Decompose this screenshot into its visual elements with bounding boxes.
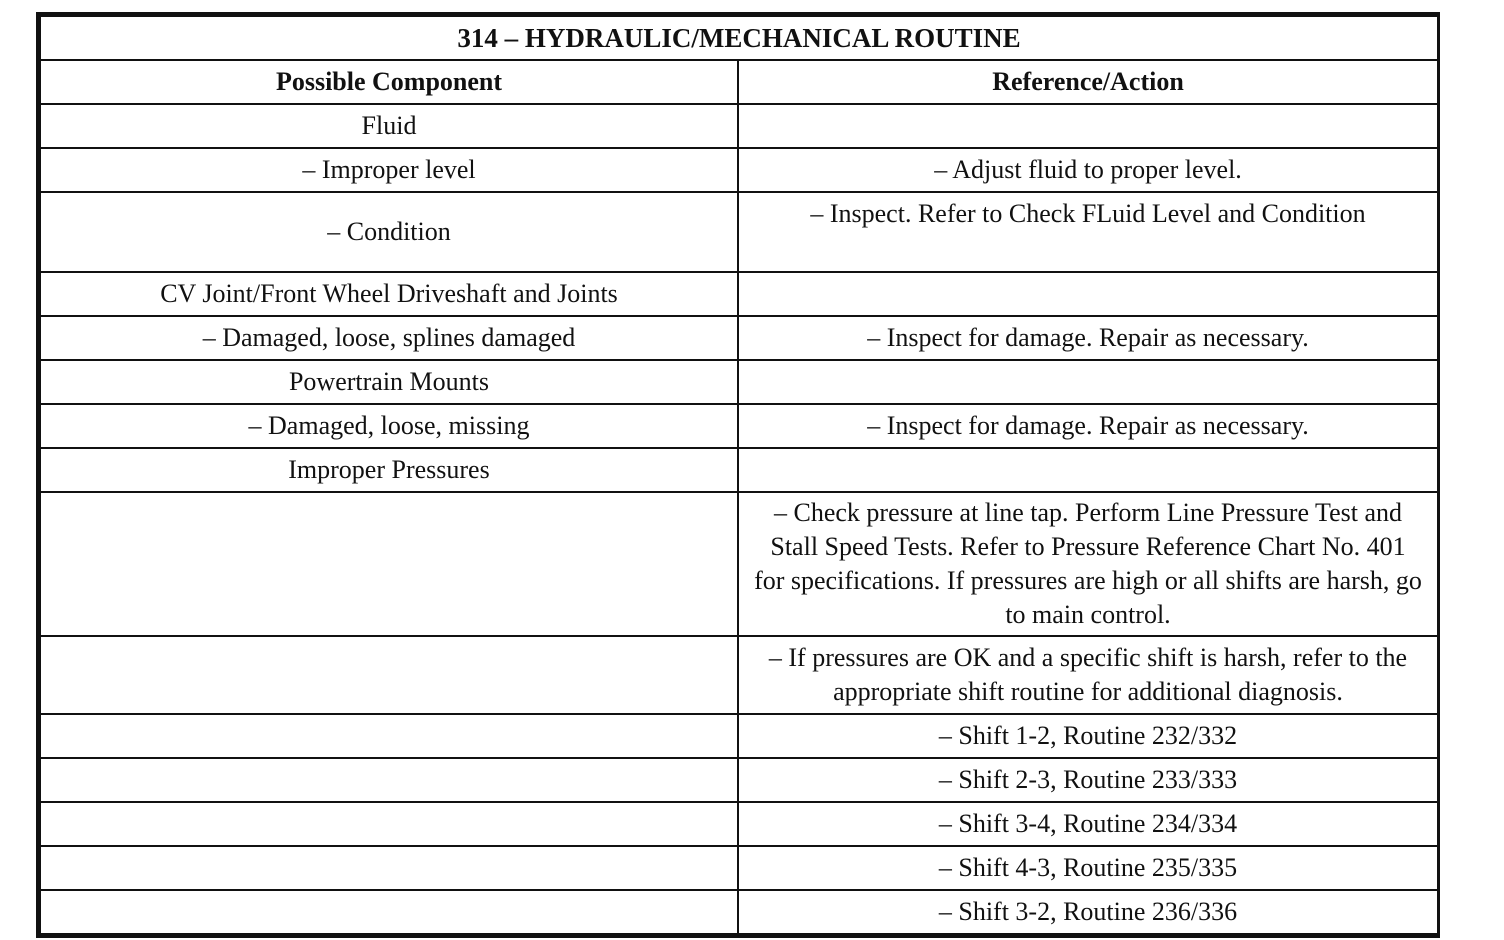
table-row	[40, 404, 1438, 448]
routine-table-container	[36, 12, 1440, 938]
component-cell	[40, 846, 738, 890]
table-title-row	[40, 16, 1438, 60]
table-title: 314 – HYDRAULIC/MECHANICAL ROUTINE	[40, 16, 1438, 60]
table-row	[40, 272, 1438, 316]
table-row	[40, 360, 1438, 404]
component-cell: – Improper level	[40, 148, 738, 192]
table-row	[40, 802, 1438, 846]
table-row	[40, 192, 1438, 272]
table-row	[40, 890, 1438, 934]
table-row	[40, 758, 1438, 802]
component-cell: Improper Pressures	[40, 448, 738, 492]
table-row	[40, 636, 1438, 714]
action-cell: – Inspect for damage. Repair as necessary.	[738, 316, 1438, 360]
action-cell: – Inspect. Refer to Check FLuid Level and Condition	[738, 192, 1438, 272]
table-row	[40, 148, 1438, 192]
component-cell	[40, 802, 738, 846]
action-cell	[738, 448, 1438, 492]
table-header-row	[40, 60, 1438, 104]
component-cell: CV Joint/Front Wheel Driveshaft and Joints	[40, 272, 738, 316]
action-cell: – Shift 4-3, Routine 235/335	[738, 846, 1438, 890]
table-row	[40, 492, 1438, 636]
action-cell	[738, 360, 1438, 404]
table-row	[40, 104, 1438, 148]
column-header-component: Possible Component	[40, 60, 738, 104]
table-row	[40, 846, 1438, 890]
component-cell	[40, 636, 738, 714]
component-cell: – Damaged, loose, splines damaged	[40, 316, 738, 360]
action-cell: – Shift 3-2, Routine 236/336	[738, 890, 1438, 934]
column-header-action: Reference/Action	[738, 60, 1438, 104]
routine-table	[39, 15, 1439, 935]
action-cell: – If pressures are OK and a specific shift is harsh, refer to the appropriate shift routine for additional diagnosis.	[738, 636, 1438, 714]
component-cell: Powertrain Mounts	[40, 360, 738, 404]
component-cell: – Damaged, loose, missing	[40, 404, 738, 448]
component-cell	[40, 890, 738, 934]
component-cell	[40, 492, 738, 636]
action-cell: – Shift 2-3, Routine 233/333	[738, 758, 1438, 802]
component-cell	[40, 758, 738, 802]
component-cell: Fluid	[40, 104, 738, 148]
component-cell: – Condition	[40, 192, 738, 272]
table-row	[40, 714, 1438, 758]
table-row	[40, 448, 1438, 492]
action-cell	[738, 272, 1438, 316]
table-row	[40, 316, 1438, 360]
action-cell: – Shift 3-4, Routine 234/334	[738, 802, 1438, 846]
component-cell	[40, 714, 738, 758]
action-cell: – Shift 1-2, Routine 232/332	[738, 714, 1438, 758]
action-cell	[738, 104, 1438, 148]
action-cell: – Inspect for damage. Repair as necessary.	[738, 404, 1438, 448]
action-cell: – Adjust fluid to proper level.	[738, 148, 1438, 192]
action-cell: – Check pressure at line tap. Perform Line Pressure Test and Stall Speed Tests. Refer to Pressure Reference Chart No. 401 for specifications. If pressures are high or all shifts are harsh, go to main control.	[738, 492, 1438, 636]
